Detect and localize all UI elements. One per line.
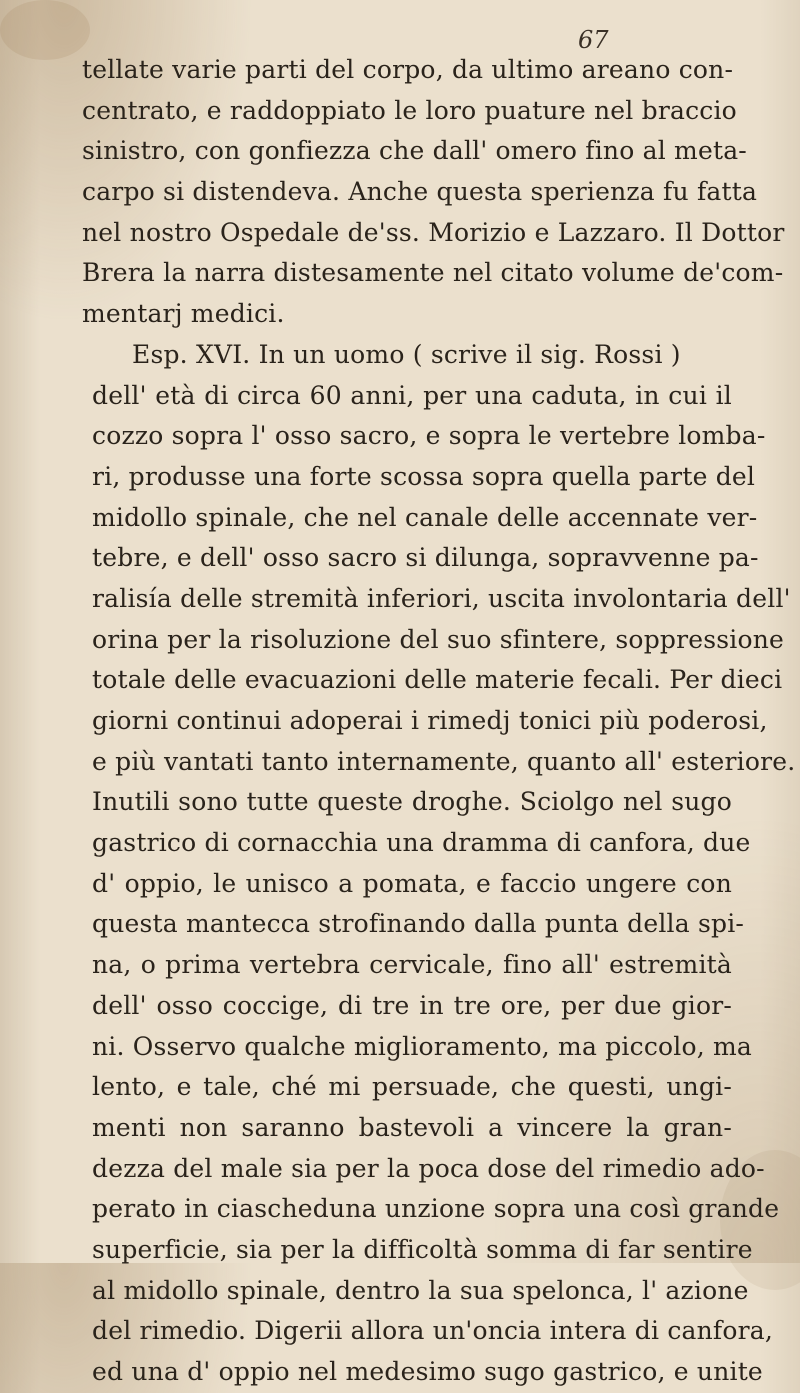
paper-stain xyxy=(0,0,90,60)
text-line: ralisía delle stremità inferiori, uscita involontaria dell' xyxy=(92,583,791,613)
text-line: tellate varie parti del corpo, da ultimo areano con- xyxy=(82,55,734,84)
text-line: perato in ciascheduna unzione sopra una così grande xyxy=(92,1194,780,1224)
text-line: nel nostro Ospedale de'ss. Morizio e Lazzaro. Il Dottor xyxy=(82,217,785,247)
text-line: lento, e tale, ché mi persuade, che questi, ungi- xyxy=(92,1072,732,1102)
text-line: Esp. XVI. In un uomo ( scrive il sig. Rossi ) xyxy=(132,339,681,369)
text-line: Inutili sono tutte queste droghe. Sciolgo nel sugo xyxy=(92,787,732,817)
text-line: gastrico di cornacchia una dramma di canfora, due xyxy=(92,828,751,858)
text-line: ri, produsse una forte scossa sopra quella parte del xyxy=(92,461,756,491)
text-line: questa mantecca strofinando dalla punta della spi- xyxy=(92,909,745,939)
text-line: Brera la narra distesamente nel citato volume de'com- xyxy=(82,258,784,288)
text-line: orina per la risoluzione del suo sfintere, soppressione xyxy=(92,624,785,654)
text-line: totale delle evacuazioni delle materie fecali. Per dieci xyxy=(92,665,783,695)
text-line: tebre, e dell' osso sacro si dilunga, sopravvenne pa- xyxy=(92,543,759,573)
text-line: sinistro, con gonfiezza che dall' omero fino al meta- xyxy=(82,136,747,166)
text-line: dezza del male sia per la poca dose del rimedio ado- xyxy=(92,1153,765,1183)
text-line: menti non saranno bastevoli a vincere la gran- xyxy=(92,1112,732,1142)
text-line: centrato, e raddoppiato le loro puature nel braccio xyxy=(82,95,737,125)
text-line: giorni continui adoperai i rimedj tonici più poderosi, xyxy=(92,706,768,735)
text-line: superficie, sia per la difficoltà somma di far sentire xyxy=(92,1234,753,1264)
text-line: cozzo sopra l' osso sacro, e sopra le vertebre lomba- xyxy=(92,421,766,451)
text-line: midollo spinale, che nel canale delle accennate ver- xyxy=(92,502,758,532)
text-line: al midollo spinale, dentro la sua spelonca, l' azione xyxy=(92,1275,749,1305)
text-line: ed una d' oppio nel medesimo sugo gastrico, e unite xyxy=(92,1357,763,1386)
text-line: del rimedio. Digerii allora un'oncia intera di canfora, xyxy=(92,1316,774,1346)
text-line: d' oppio, le unisco a pomata, e faccio ungere con xyxy=(92,868,732,898)
text-line: dell' osso coccige, di tre in tre ore, per due gior- xyxy=(92,990,732,1020)
text-line: mentarj medici. xyxy=(82,299,285,329)
text-line: e più vantati tanto internamente, quanto all' esteriore. xyxy=(92,746,796,776)
text-line: carpo si distendeva. Anche questa sperienza fu fatta xyxy=(82,177,758,207)
text-line: dell' età di circa 60 anni, per una caduta, in cui il xyxy=(92,380,732,410)
text-line: ni. Osservo qualche miglioramento, ma piccolo, ma xyxy=(92,1031,753,1061)
text-body xyxy=(82,50,796,1393)
text-line: na, o prima vertebra cervicale, fino all' estremità xyxy=(92,950,732,980)
page-number: 67 xyxy=(578,26,609,54)
